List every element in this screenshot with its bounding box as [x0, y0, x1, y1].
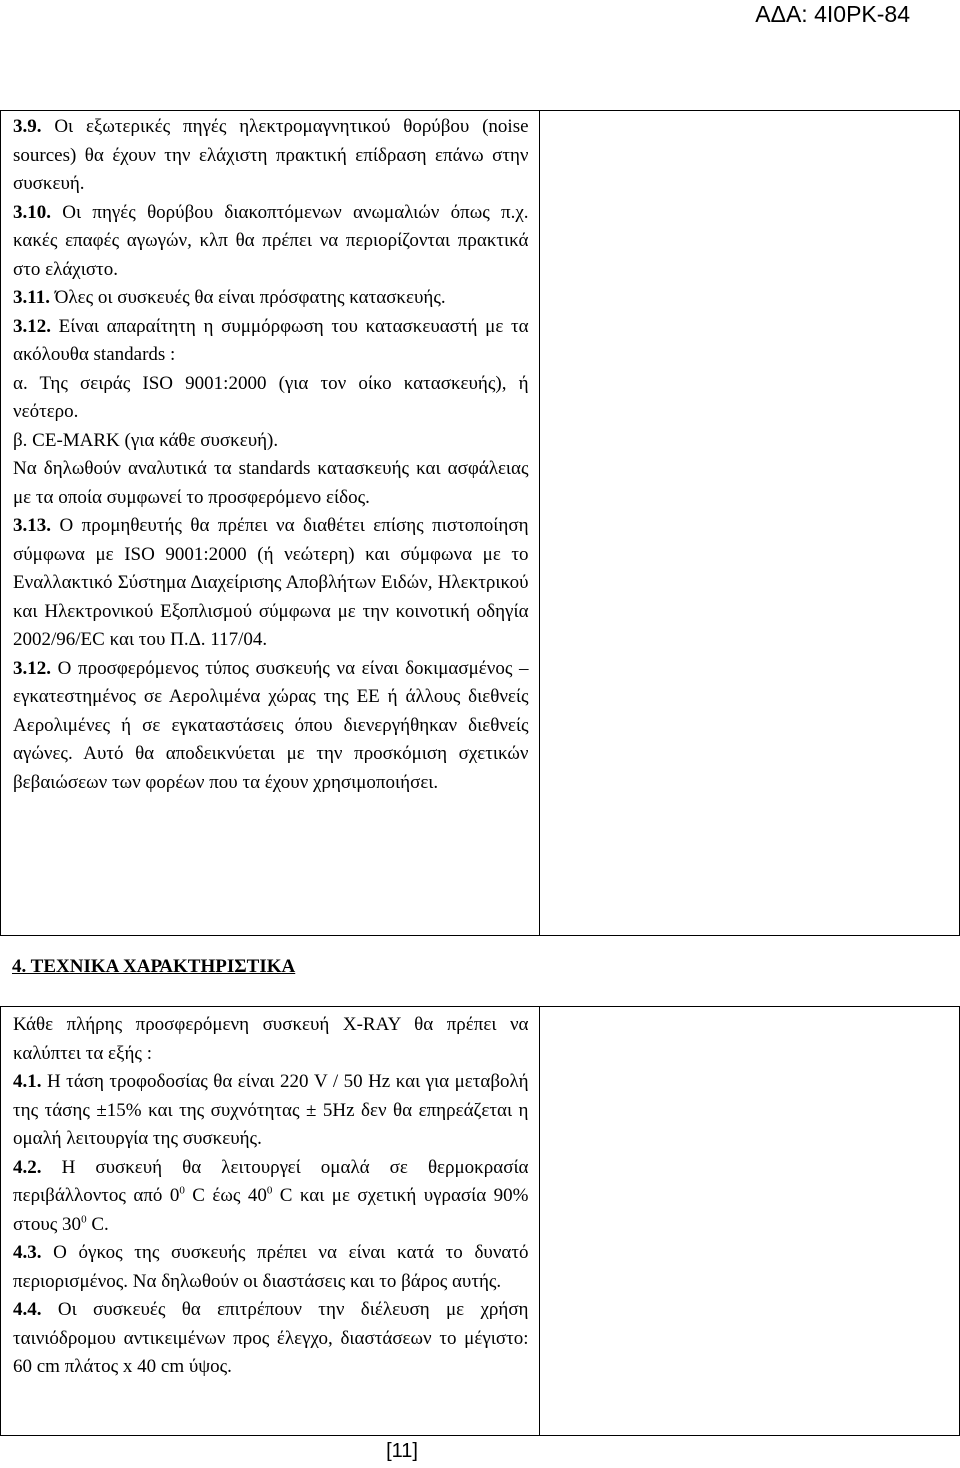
clause-3-9: [1, 113, 539, 199]
clause-text: Οι πηγές θορύβου διακοπτόμενων ανωμαλιών όπως π.χ. κακές επαφές αγωγών, κλπ θα πρέπει να περιορίζονται πρακτικά στο ελάχιστο.: [13, 201, 529, 280]
clause-number: 4.4.: [13, 1299, 42, 1320]
standards-declaration: Να δηλωθούν αναλυτικά τα standards κατασκευής και ασφάλειας με τα οποία συμφωνεί το προσφερόμενο είδος.: [13, 458, 529, 508]
standard-item-b: β. CE-MARK (για κάθε συσκευή).: [13, 429, 279, 451]
clause-3-11: [1, 284, 539, 313]
clause-number: 3.12.: [13, 315, 51, 337]
clause-number: 3.12.: [13, 657, 51, 679]
clause-text: Η συσκευή θα λειτουργεί ομαλά σε θερμοκρασία περιβάλλοντος από 0: [13, 1156, 529, 1206]
clause-3-12-b: [1, 655, 539, 798]
clause-number: 4.2.: [13, 1156, 42, 1178]
clause-text: C και με σχετική υγρασία 90% στους 30: [13, 1185, 529, 1235]
clause-4-2: [1, 1154, 539, 1240]
requirements-text-cell: [1, 1007, 540, 1436]
clause-4-1: [1, 1068, 539, 1154]
section-heading: 4. ΤΕΧΝΙΚΑ ΧΑΡΑΚΤΗΡΙΣΤΙΚΑ: [12, 956, 296, 977]
requirements-table-1: [0, 110, 960, 936]
clause-text: Είναι απαραίτητη η συμμόρφωση του κατασκευαστή με τα ακόλουθα standards :: [13, 315, 529, 365]
standard-item-a: α. Της σειράς ISO 9001:2000 (για τον οίκο κατασκευής), ή νεότερο.: [13, 372, 529, 422]
blank-response-cell: [539, 1007, 960, 1436]
clause-3-10: [1, 199, 539, 285]
requirements-table-2: [0, 1006, 960, 1436]
clause-4-4: [1, 1296, 539, 1382]
degree-superscript: 0: [266, 1184, 273, 1197]
clause-text: C.: [86, 1213, 109, 1235]
degree-superscript: 0: [179, 1184, 185, 1197]
requirements-text-cell: [1, 111, 540, 936]
section-intro: Κάθε πλήρης προσφερόμενη συσκευή X-RAY θα πρέπει να καλύπτει τα εξής :: [13, 1014, 529, 1064]
clause-3-13: [1, 512, 539, 655]
clause-3-12: [1, 313, 539, 370]
degree-superscript: 0: [81, 1213, 87, 1226]
clause-text: C έως 40: [184, 1185, 267, 1206]
clause-text: Οι εξωτερικές πηγές ηλεκτρομαγνητικού θορύβου (noise sources) θα έχουν την ελάχιστη πρακτική επίδραση επάνω στην συσκευή.: [13, 116, 529, 194]
page-number: [11]: [386, 1440, 418, 1462]
clause-text: Ο προμηθευτής θα πρέπει να διαθέτει επίσης πιστοποίηση σύμφωνα με ISO 9001:2000 (ή νεώτερη) και σύμφωνα με το Εναλλακτικό Σύστημα Διαχείρισης Αποβλήτων Ειδών, Ηλεκτρικού και Ηλεκτρονικού Εξοπλισμού σύμφωνα με την κοινοτική οδηγία 2002/96/EC και του Π.Δ. 117/04.: [13, 515, 529, 650]
clause-number: 4.3.: [13, 1242, 42, 1263]
clause-number: 3.9.: [13, 116, 42, 137]
clause-text: Η τάση τροφοδοσίας θα είναι 220 V / 50 Hz και για μεταβολή της τάσης ±15% και της συχνότητας ± 5Hz δεν θα επηρεάζεται η ομαλή λειτουργία της συσκευής.: [13, 1071, 529, 1149]
clause-4-3: [1, 1239, 539, 1296]
blank-response-cell: [539, 111, 959, 936]
clause-number: 3.13.: [13, 515, 51, 536]
clause-text: Ο όγκος της συσκευής πρέπει να είναι κατά το δυνατό περιορισμένος. Να δηλωθούν οι διαστάσεις και το βάρος αυτής.: [13, 1242, 529, 1292]
clause-number: 3.10.: [13, 201, 51, 223]
document-code: ΑΔΑ: 4Ι0ΡΚ-84: [755, 1, 910, 27]
clause-text: Όλες οι συσκευές θα είναι πρόσφατης κατασκευής.: [54, 287, 446, 308]
clause-text: Ο προσφερόμενος τύπος συσκευής να είναι δοκιμασμένος – εγκατεστημένος σε Αερολιμένα χώρας της ΕΕ ή άλλους διεθνείς Αερολιμένες ή σε εγκαταστάσεις όπου διενεργήθηκαν διεθνείς αγώνες. Αυτό θα αποδεικνύεται με την προσκόμιση σχετικών βεβαιώσεων των φορέων που τα έχουν χρησιμοποιήσει.: [13, 657, 529, 793]
clause-text: Οι συσκευές θα επιτρέπουν την διέλευση με χρήση ταινιόδρομου αντικειμένων προς έλεγχο, διαστάσεων το μέγιστο: 60 cm πλάτος x 40 cm ύψος.: [13, 1299, 529, 1377]
clause-number: 4.1.: [13, 1071, 42, 1092]
clause-number: 3.11.: [13, 287, 50, 308]
